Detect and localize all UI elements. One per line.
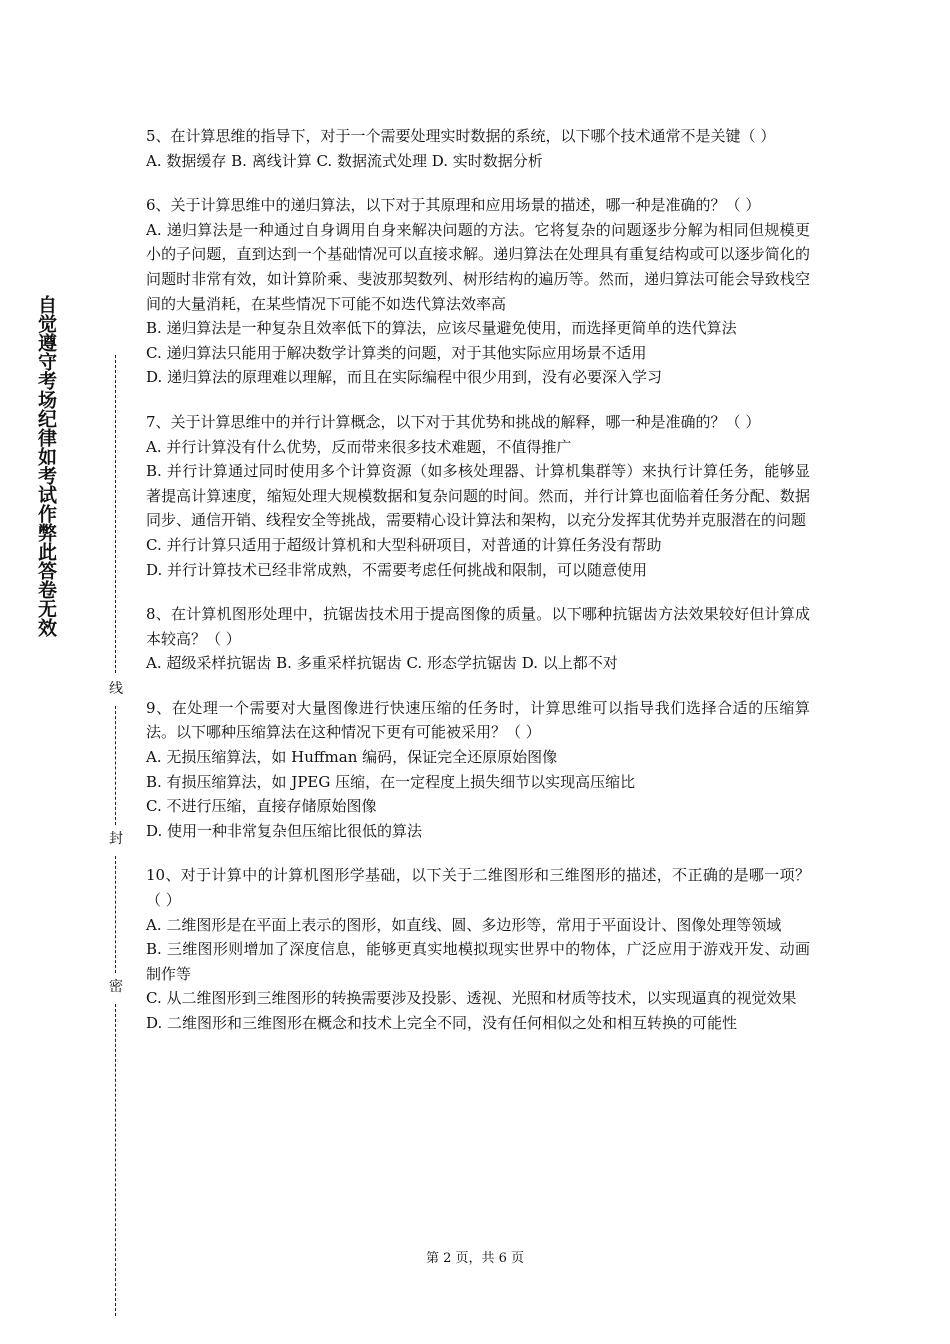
option-a: A. 递归算法是一种通过自身调用自身来解决问题的方法。它将复杂的问题逐步分解为相同但规模更小的子问题，直到达到一个基础情况可以直接求解。递归算法在处理具有重复结构或可以逐步简化的问题时非常有效，如计算阶乘、斐波那契数列、树形结构的遍历等。然而，递归算法可能会导致栈空间的大量消耗，在某些情况下可能不如迭代算法效率高 xyxy=(146,220,810,313)
option-d: D. 递归算法的原理难以理解，而且在实际编程中很少用到，没有必要深入学习 xyxy=(146,368,663,387)
binding-dashed-line xyxy=(115,706,116,825)
option-d: D. 使用一种非常复杂但压缩比很低的算法 xyxy=(146,821,423,840)
question-stem: 7、关于计算思维中的并行计算概念，以下对于其优势和挑战的解释，哪一种是准确的？（ ） xyxy=(146,412,761,431)
question-6 xyxy=(146,193,810,390)
binding-mark-secret: 密 xyxy=(106,978,126,996)
inline-options: A. 数据缓存 B. 离线计算 C. 数据流式处理 D. 实时数据分析 xyxy=(146,151,543,170)
question-7 xyxy=(146,410,810,582)
question-5 xyxy=(146,124,810,173)
binding-mark-line: 线 xyxy=(106,680,126,698)
page-number: 第 2 页，共 6 页 xyxy=(425,1251,525,1266)
exam-discipline-notice: 自觉遵守考场纪律如考试作弊此答卷无效 xyxy=(35,295,57,637)
option-d: D. 并行计算技术已经非常成熟，不需要考虑任何挑战和限制，可以随意使用 xyxy=(146,560,648,579)
question-stem: 10、对于计算中的计算机图形学基础，以下关于二维图形和三维图形的描述，不正确的是哪一项？（ ） xyxy=(146,866,810,910)
option-b: B. 有损压缩算法，如 JPEG 压缩，在一定程度上损失细节以实现高压缩比 xyxy=(146,772,636,791)
option-a: A. 并行计算没有什么优势，反而带来很多技术难题，不值得推广 xyxy=(146,437,572,456)
binding-dashed-line xyxy=(115,355,116,673)
binding-dashed-line xyxy=(115,856,116,973)
binding-mark-seal: 封 xyxy=(106,830,126,848)
question-list xyxy=(146,124,810,1056)
option-b: B. 递归算法是一种复杂且效率低下的算法，应该尽量避免使用，而选择更简单的迭代算法 xyxy=(146,319,737,338)
question-8 xyxy=(146,602,810,676)
option-b: B. 三维图形则增加了深度信息，能够更真实地模拟现实世界中的物体，广泛应用于游戏开发、动画制作等 xyxy=(146,940,810,983)
option-c: C. 并行计算只适用于超级计算机和大型科研项目，对普通的计算任务没有帮助 xyxy=(146,535,662,554)
question-stem: 9、在处理一个需要对大量图像进行快速压缩的任务时，计算思维可以指导我们选择合适的压缩算法。以下哪种压缩算法在这种情况下更有可能被采用？（ ） xyxy=(146,698,810,742)
option-b: B. 并行计算通过同时使用多个计算资源（如多核处理器、计算机集群等）来执行计算任务，能够显著提高计算速度，缩短处理大规模数据和复杂问题的时间。然而，并行计算也面临着任务分配、数据同步、通信开销、线程安全等挑战，需要精心设计算法和架构，以充分发挥其优势并克服潜在的问题 xyxy=(146,462,810,530)
question-9 xyxy=(146,696,810,844)
question-10 xyxy=(146,863,810,1035)
option-c: C. 不进行压缩，直接存储原始图像 xyxy=(146,797,377,816)
question-stem: 8、在计算机图形处理中，抗锯齿技术用于提高图像的质量。以下哪种抗锯齿方法效果较好但计算成本较高？（ ） xyxy=(146,605,810,648)
question-stem: 5、在计算思维的指导下，对于一个需要处理实时数据的系统，以下哪个技术通常不是关键（ ） xyxy=(146,127,776,145)
question-stem: 6、关于计算思维中的递归算法，以下对于其原理和应用场景的描述，哪一种是准确的？（ ） xyxy=(146,196,761,215)
binding-dashed-line xyxy=(115,1004,116,1316)
inline-options: A. 超级采样抗锯齿 B. 多重采样抗锯齿 C. 形态学抗锯齿 D. 以上都不对 xyxy=(146,654,618,673)
option-c: C. 从二维图形到三维图形的转换需要涉及投影、透视、光照和材质等技术，以实现逼真的视觉效果 xyxy=(146,989,797,1008)
option-c: C. 递归算法只能用于解决数学计算类的问题，对于其他实际应用场景不适用 xyxy=(146,343,647,362)
option-a: A. 无损压缩算法，如 Huffman 编码，保证完全还原原始图像 xyxy=(146,748,558,767)
option-a: A. 二维图形是在平面上表示的图形，如直线、圆、多边形等，常用于平面设计、图像处理等领域 xyxy=(146,915,782,934)
option-d: D. 二维图形和三维图形在概念和技术上完全不同，没有任何相似之处和相互转换的可能性 xyxy=(146,1014,738,1032)
